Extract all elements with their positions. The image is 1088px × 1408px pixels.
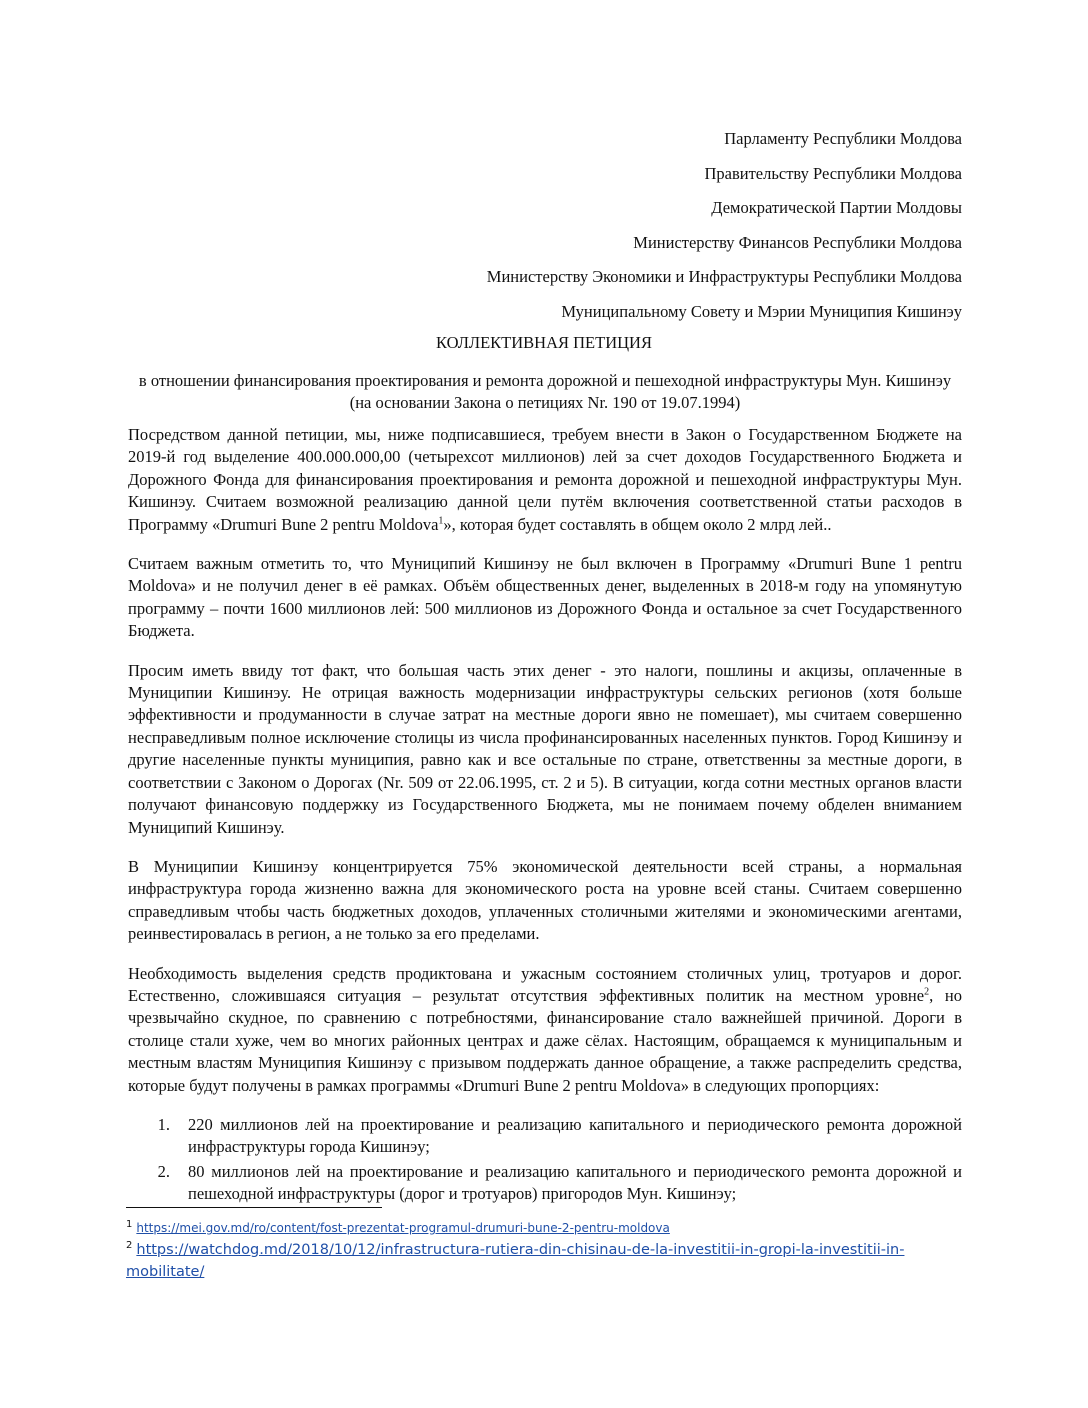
addressee-parliament: Парламенту Республики Молдова	[724, 129, 962, 148]
footnote-ref-2: 2	[924, 986, 930, 998]
paragraph-road-condition	[128, 963, 962, 1097]
document-title: КОЛЛЕКТИВНАЯ ПЕТИЦИЯ	[436, 333, 652, 352]
paragraph-economic-activity: В Муниципии Кишинэу концентрируется 75% экономической деятельности всей страны, а нормальная инфраструктура города жизненно важна для экономического роста на уровне всей станы. Считаем совершенно справедливым чтобы часть бюджетных доходов, уплаченных столичными жителями и экономическими агентами, реинвестировалась в регион, а не только за его пределами.	[128, 856, 962, 944]
addressee-block	[487, 122, 962, 329]
paragraph-request-text-start: Посредством данной петиции, мы, ниже подписавшиеся, требуем внести в Закон о Государственном Бюджете на 2019-й год выделение 400.000.000,00 (четырехсот миллионов) лей за счет доходов Государственного Бюджета и Дорожного Фонда для финансирования проектирования и ремонта дорожной и пешеходной инфраструктуры Мун. Кишинэу. Считаем возможной реализацию данной цели путём включения соответственной статьи расходов в Программу «Drumuri Bune 2 pentru Moldova	[128, 425, 962, 534]
footnotes	[126, 1217, 966, 1283]
document-body	[128, 424, 962, 1208]
addressee-finance-ministry: Министерству Финансов Республики Молдова	[633, 232, 962, 252]
allocation-list	[128, 1114, 962, 1206]
document-subtitle: в отношении финансирования проектирования и ремонта дорожной и пешеходной инфраструктуры Мун. Кишинэу (на основании Закона о петициях Nr. 190 от 19.07.1994)	[138, 371, 952, 412]
footnote-2-number: 2	[126, 1240, 133, 1252]
footnote-separator	[126, 1207, 382, 1208]
paragraph-taxes-argument: Просим иметь ввиду тот факт, что большая часть этих денег - это налоги, пошлины и акцизы, оплаченные в Муниципии Кишинэу. Не отрицая важность модернизации инфраструктуры сельских регионов (хотя больше эффективности и продуманности в случае затрат на местные дороги явно не помешает), мы считаем совершенно несправедливым полное исключение столицы из числа профинансированных населенных пунктов. Город Кишинэу и другие населенные пункты муниципия, равно как и все остальные по стране, ответственны за местные дороги, в соответствии с Законом о Дорогах (Nr. 509 от 22.06.1995, ст. 2 и 5). В ситуации, когда сотни местных органов власти получают финансовую поддержку из Государственного Бюджета, мы не понимаем почему обделен вниманием Муниципий Кишинэу.	[128, 660, 962, 837]
list-item	[128, 1161, 962, 1206]
paragraph-request-text-end: », которая будет составлять в общем около 2 млрд лей..	[443, 514, 832, 534]
paragraph-road-condition-text-start: Необходимость выделения средств продиктована и ужасным состоянием столичных улиц, тротуаров и дорог. Естественно, сложившаяся ситуация – результат отсутствия эффективных политик на местном уровне	[128, 963, 962, 1005]
addressee-democratic-party: Демократической Партии Молдовы	[711, 198, 962, 217]
list-item-text: 80 миллионов лей на проектирование и реализацию капитального и периодического ремонта дорожной и пешеходной инфраструктуры (дорог и тротуаров) пригородов Мун. Кишинэу;	[188, 1161, 962, 1204]
paragraph-program-exclusion: Считаем важным отметить то, что Муниципий Кишинэу не был включен в Программу «Drumuri Bune 1 pentru Moldova» и не получил денег в её рамках. Объём общественных денег, выделенных в 2018-м году на упомянутую программу – почти 1600 миллионов лей: 500 миллионов из Дорожного Фонда и остальное за счет Государственного Бюджета.	[128, 554, 962, 641]
footnote-1-number: 1	[126, 1219, 133, 1230]
list-item	[128, 1114, 962, 1159]
footnote-1	[126, 1217, 966, 1239]
list-item-text: 220 миллионов лей на проектирование и реализацию капитального и периодического ремонта дорожной инфраструктуры города Кишинэу;	[188, 1114, 962, 1157]
footnote-ref-1: 1	[438, 515, 444, 527]
addressee-economy-ministry: Министерству Экономики и Инфраструктуры Республики Молдова	[486, 267, 962, 286]
paragraph-request	[128, 424, 962, 536]
addressee-municipal-council: Муниципальному Совету и Мэрии Муниципия Кишинэу	[561, 301, 962, 321]
list-item-number: 1.	[157, 1114, 170, 1134]
paragraph-road-condition-text-end: , но чрезвычайно скудное, по сравнению с потребностями, финансирование стало важнейшей причиной. Дороги в столице стали хуже, чем во многих районных центрах и даже сёлах. Настоящим, обращаемся к муниципальным и местным властям Муниципия Кишинэу с призывом поддержать данное обращение, а также распределить средства, которые будут получены в рамках программы «Drumuri Bune 2 pentru Moldova» в следующих пропорциях:	[128, 985, 962, 1095]
list-item-number: 2.	[157, 1161, 170, 1181]
footnote-2-link[interactable]: https://watchdog.md/2018/10/12/infrastructura-rutiera-din-chisinau-de-la-investitii-in-gropi-la-investitii-in-mobilitate/	[126, 1242, 905, 1280]
footnote-1-link[interactable]: https://mei.gov.md/ro/content/fost-prezentat-programul-drumuri-bune-2-pentru-moldova	[136, 1221, 670, 1235]
addressee-government: Правительству Республики Молдова	[704, 163, 962, 183]
footnote-2	[126, 1239, 966, 1283]
